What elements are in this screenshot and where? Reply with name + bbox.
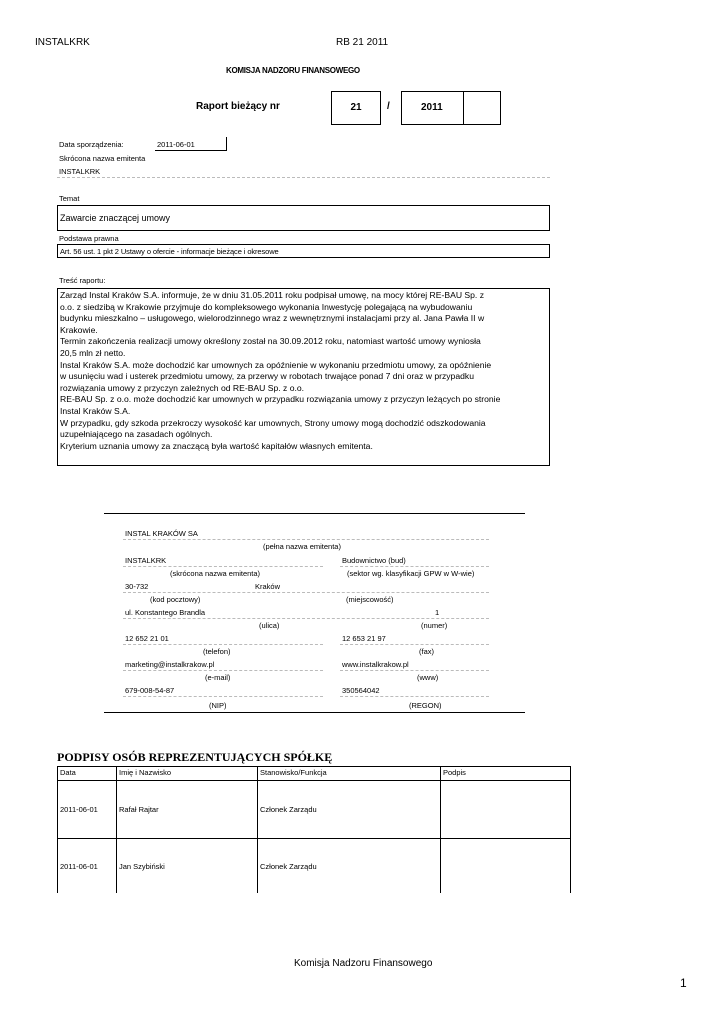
issuer-number: 1 [435, 608, 440, 617]
legal-basis-value: Art. 56 ust. 1 pkt 2 Ustawy o ofercie - informacje bieżące i okresowe [60, 247, 279, 256]
rule [123, 566, 323, 567]
issuer-postal-caption: (kod pocztowy) [150, 595, 201, 604]
short-name-label: Skrócona nazwa emitenta [59, 154, 146, 163]
issuer-street-caption: (ulica) [259, 621, 280, 630]
rule [123, 644, 323, 645]
issuer-full-name: INSTAL KRAKÓW SA [125, 529, 198, 538]
issuer-full-name-caption: (pełna nazwa emitenta) [263, 542, 341, 551]
issuer-number-caption: (numer) [421, 621, 448, 630]
cell-name: Jan Szybiński [117, 839, 258, 894]
column-header-name: Imię i Nazwisko [117, 767, 258, 781]
cell-date: 2011-06-01 [58, 839, 117, 894]
issuer-sector: Budownictwo (bud) [342, 556, 406, 565]
issuer-www[interactable]: www.instalkrakow.pl [342, 660, 409, 669]
rule [340, 670, 489, 671]
content-text: Zarząd Instal Kraków S.A. informuje, że w dniu 31.05.2011 roku podpisał umowę, na mocy której RE-BAU Sp. z o.o. z siedzibą w Krakowie przyjmuje do kompleksowego wykonania Inwestycję polegającą na wybudowaniu budynku mieszkalno – usługowego, wielorodzinnego wraz z wewnętrznymi instalacjami przy al. Jana Pawła II w Krakowie. Termin zakończenia realizacji umowy określony został na 30.09.2012 roku, natomiast wartość umowy wyniosła 20,5 mln zł netto. Instal Kraków S.A. może dochodzić kar umownych za opóźnienie w wykonaniu przedmiotu umowy, za opóźnienie w usunięciu wad i usterek przedmiotu umowy, za przerwy w robotach trwające ponad 7 dni oraz w przypadku rozwiązania umowy z przyczyn zależnych od RE-BAU Sp. z o.o. RE-BAU Sp. z o.o. może dochodzić kar umownych w przypadku rozwiązania umowy z przyczyn leżących po stronie Instal Kraków S.A. W przypadku, gdy szkoda przekroczy wysokość kar umownych, Strony umowy mogą dochodzić odszkodowania uzupełniającego na zasadach ogólnych. Kryterium uznania umowy za znaczącą była wartość kapitałów własnych emitenta. [60, 290, 501, 451]
issuer-nip-caption: (NIP) [209, 701, 227, 710]
issuer-short-name-caption: (skrócona nazwa emitenta) [170, 569, 261, 578]
legal-basis-label: Podstawa prawna [59, 234, 119, 243]
issuer-street: ul. Konstantego Brandla [125, 608, 206, 617]
report-year-box [401, 91, 464, 125]
table-row [58, 781, 571, 839]
issuer-email[interactable]: marketing@instalkrakow.pl [125, 660, 215, 669]
topic-value: Zawarcie znaczącej umowy [60, 213, 171, 223]
separator-line [57, 177, 550, 178]
table-row [58, 839, 571, 894]
issuer-regon: 350564042 [342, 686, 380, 695]
authority-title: KOMISJA NADZORU FINANSOWEGO [226, 66, 360, 75]
cell-name: Rafał Rajtar [117, 781, 258, 839]
issuer-www-caption: (www) [417, 673, 439, 682]
issuer-top-rule [104, 513, 525, 514]
rule [123, 618, 489, 619]
cell-signature [441, 839, 571, 894]
cell-date: 2011-06-01 [58, 781, 117, 839]
signatures-title: PODPISY OSÓB REPREZENTUJĄCYCH SPÓŁKĘ [57, 750, 333, 764]
issuer-fax: 12 653 21 97 [342, 634, 386, 643]
report-year: 2011 [421, 102, 443, 113]
column-header-signature: Podpis [441, 767, 571, 781]
legal-basis-field [57, 244, 550, 258]
footer-authority: Komisja Nadzoru Finansowego [294, 958, 433, 969]
issuer-regon-caption: (REGON) [409, 701, 442, 710]
issuer-nip: 679-008-54-87 [125, 686, 175, 695]
issuer-bottom-rule [104, 712, 525, 713]
page-number: 1 [680, 976, 687, 990]
issuer-fax-caption: (fax) [419, 647, 434, 656]
rule [340, 644, 489, 645]
column-header-date: Data [58, 767, 117, 781]
issuer-city: Kraków [255, 582, 281, 591]
issuer-phone-caption: (telefon) [203, 647, 231, 656]
issuer-short-name: INSTALKRK [125, 556, 167, 565]
rule [340, 696, 489, 697]
header-report-id: RB 21 2011 [336, 37, 389, 48]
rule [123, 670, 323, 671]
report-number-box [331, 91, 381, 125]
report-label: Raport bieżący nr [196, 101, 280, 112]
topic-field [57, 205, 550, 231]
cell-role: Członek Zarządu [258, 781, 441, 839]
issuer-city-caption: (miejscowość) [346, 595, 394, 604]
cell-signature [441, 781, 571, 839]
table-header-row [58, 767, 571, 781]
issuer-sector-caption: (sektor wg. klasyfikacji GPW w W-wie) [347, 569, 475, 578]
cell-role: Członek Zarządu [258, 839, 441, 894]
short-name-value: INSTALKRK [59, 167, 101, 176]
signatures-table [57, 766, 571, 893]
rule [123, 592, 489, 593]
content-box [57, 288, 550, 466]
content-label: Treść raportu: [59, 276, 106, 285]
rule [123, 696, 323, 697]
report-separator: / [387, 101, 390, 112]
date-label: Data sporządzenia: [59, 140, 124, 149]
issuer-phone: 12 652 21 01 [125, 634, 169, 643]
topic-label: Temat [59, 194, 80, 203]
issuer-postal-code: 30-732 [125, 582, 149, 591]
issuer-email-caption: (e-mail) [205, 673, 231, 682]
report-extra-box [463, 91, 501, 125]
report-number: 21 [350, 102, 362, 113]
date-value: 2011-06-01 [157, 140, 195, 149]
header-issuer: INSTALKRK [35, 37, 90, 48]
rule [340, 566, 489, 567]
rule [123, 539, 489, 540]
date-field [155, 137, 227, 151]
column-header-role: Stanowisko/Funkcja [258, 767, 441, 781]
